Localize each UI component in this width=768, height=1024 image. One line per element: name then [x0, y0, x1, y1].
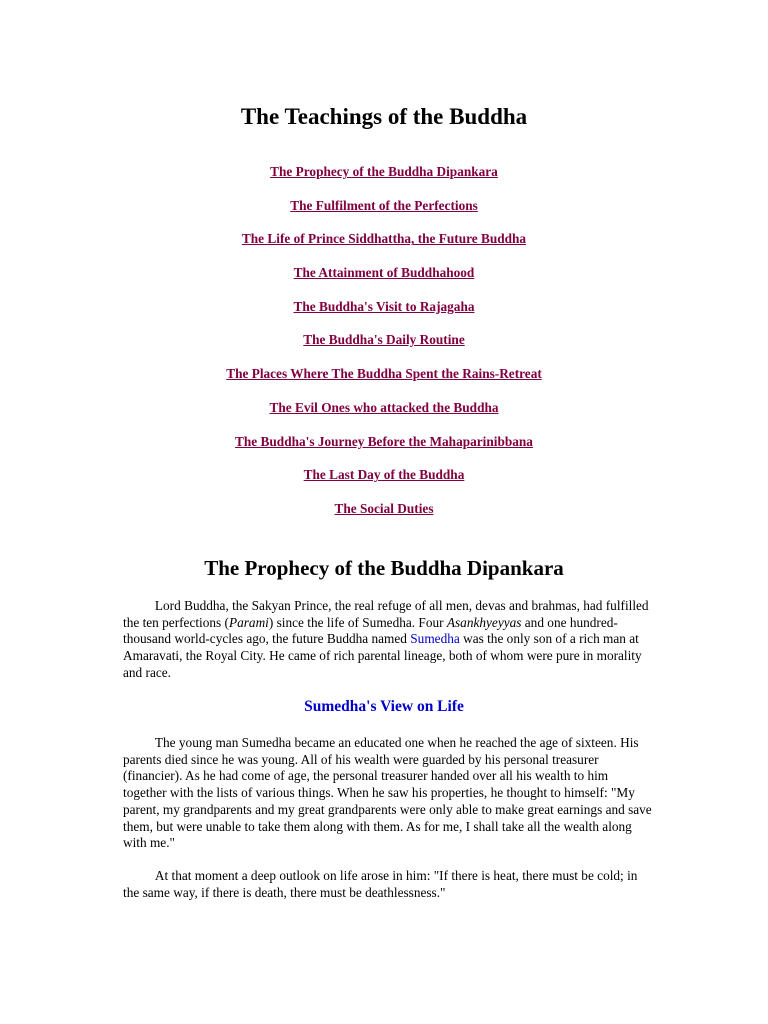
toc-item [0, 331, 768, 365]
section-title: The Prophecy of the Buddha Dipankara [204, 556, 564, 580]
toc-item [0, 466, 768, 500]
toc-item [0, 298, 768, 332]
document-title: The Teachings of the Buddha [240, 104, 528, 129]
toc-item [0, 433, 768, 467]
toc-item [0, 230, 768, 264]
toc-link-last-day[interactable]: The Last Day of the Buddha [303, 467, 465, 483]
toc-item [0, 197, 768, 231]
toc-item [0, 399, 768, 433]
toc-item [0, 500, 768, 534]
highlighted-name: Sumedha [410, 631, 460, 647]
toc-link-social-duties[interactable]: The Social Duties [334, 500, 434, 516]
emphasis-text: Parami [228, 614, 269, 630]
paragraph-text: Lord Buddha, the Sakyan Prince, the real refuge of all men, devas and brahmas, had fulfilled the ten perfections ( [123, 598, 649, 630]
toc-link-rains-retreat[interactable]: The Places Where The Buddha Spent the Rains-Retreat [226, 366, 542, 382]
toc-link-prophecy[interactable]: The Prophecy of the Buddha Dipankara [270, 164, 498, 179]
toc-link-prince-siddhattha[interactable]: The Life of Prince Siddhattha, the Future Buddha [241, 231, 527, 247]
paragraph [123, 598, 653, 682]
toc-link-mahaparinibbana[interactable]: The Buddha's Journey Before the Mahaparinibbana [235, 433, 533, 449]
paragraph-text: ) since the life of Sumedha. Four [268, 614, 447, 630]
table-of-contents [0, 163, 768, 534]
sub-heading: Sumedha's View on Life [304, 698, 464, 715]
toc-link-perfections[interactable]: The Fulfilment of the Perfections [290, 197, 478, 213]
paragraph-text: and one hundred-thousand world-cycles ago, the future Buddha named [123, 614, 618, 647]
toc-item [0, 264, 768, 298]
paragraph: The young man Sumedha became an educated one when he reached the age of sixteen. His parents died since he was young. All of his wealth were guarded by his personal treasurer (financier). As he had come of age, the personal treasurer handed over all his wealth to him together with the lists of various things. When he saw his properties, he thought to himself: "My parent, my grandparents and my great grandparents were only able to make great earnings and save them, but were unable to take them along with them. As for me, I shall take all the wealth along with me." [123, 735, 652, 851]
emphasis-text: Asankhyeyyas [446, 614, 522, 630]
toc-item [0, 163, 768, 197]
paragraph-text: was the only son of a rich man at Amaravati, the Royal City. He came of rich parental lineage, both of whom were pure in morality and race. [123, 631, 642, 680]
paragraph: At that moment a deep outlook on life arose in him: "If there is heat, there must be cold; in the same way, if there is death, there must be deathlessness." [123, 868, 638, 900]
toc-item [0, 365, 768, 399]
toc-link-evil-ones[interactable]: The Evil Ones who attacked the Buddha [269, 399, 499, 415]
toc-link-rajagaha[interactable]: The Buddha's Visit to Rajagaha [293, 298, 475, 314]
toc-link-buddhahood[interactable]: The Attainment of Buddhahood [293, 265, 475, 281]
toc-link-daily-routine[interactable]: The Buddha's Daily Routine [303, 332, 465, 348]
